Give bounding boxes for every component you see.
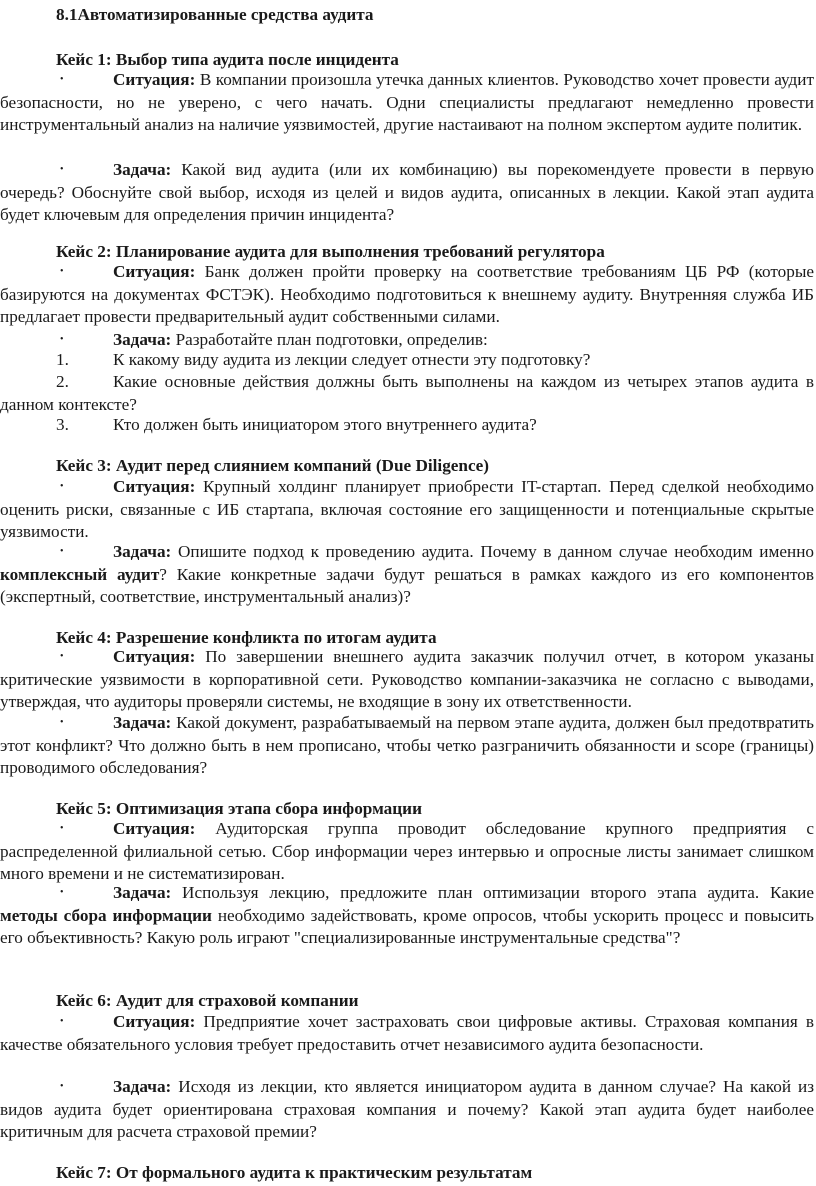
bullet-icon: • [60,651,64,662]
bullet-icon: • [60,887,64,898]
bullet-icon: • [60,546,64,557]
task-label: Задача: [113,713,172,732]
bullet-icon: • [60,1081,64,1092]
task-label: Задача: [113,330,172,349]
case-5-task [0,882,814,950]
case-3-situation-text: Крупный холдинг планирует приобрести IT-стартап. Перед сделкой необходимо оценить риски, связанные с ИБ стартапа, включая состояние его защищенности и потенциальные скрытые уязвимости. [0,477,814,542]
item-text: Какие основные действия должны быть выполнены на каждом из четырех этапов аудита в данном контексте? [0,372,814,414]
situation-label: Ситуация: [113,819,196,838]
task-label: Задача: [113,160,172,179]
case-1-heading: Кейс 1: Выбор типа аудита после инцидента [56,50,399,69]
case-3-situation [0,476,814,544]
page-title: 8.1Автоматизированные средства аудита [56,5,374,24]
case-3-task-text: Опишите подход к проведению аудита. Почему в данном случае необходим именно [178,542,814,561]
situation-label: Ситуация: [113,477,196,496]
case-2-heading: Кейс 2: Планирование аудита для выполнения требований регулятора [56,242,605,261]
case-1-task [0,159,814,227]
task-label: Задача: [113,542,172,561]
bullet-icon: • [60,266,64,277]
bullet-icon: • [60,481,64,492]
bullet-icon: • [60,74,64,85]
case-5-task-text-end: необходимо задействовать, кроме опросов, чтобы ускорить процесс и повысить его объективность? Какую роль играют "специализированные инструментальные средства"? [0,905,815,948]
case-4-situation-text: По завершении внешнего аудита заказчик получил отчет, в котором указаны критические уязвимости в корпоративной сети. Руководство компании-заказчика не согласно с выводами, утверждая, что аудиторы проверяли системы, не входящие в зону их ответственности. [0,647,815,712]
bullet-icon: • [60,717,64,728]
case-3-task-text-end: ? Какие конкретные задачи будут решаться в рамках каждого из его компонентов (экспертный, соответствие, инструментальный анализ)? [0,564,814,607]
case-4-situation [0,646,814,714]
case-2-situation [0,261,814,329]
case-3-heading: Кейс 3: Аудит перед слиянием компаний (Due Diligence) [56,456,489,475]
case-1-task-text: Какой вид аудита (или их комбинацию) вы порекомендуете провести в первую очередь? Обоснуйте свой выбор, исходя из целей и видов аудита, описанных в лекции. Какой этап аудита будет ключевым для определения причин инцидента? [0,160,814,225]
case-5-situation-text: Аудиторская группа проводит обследование крупного предприятия с распределенной филиальной сетью. Сбор информации через интервью и опросные листы занимает слишком много времени и не систематизирован. [0,819,815,884]
case-3-task [0,541,814,609]
bullet-icon: • [60,334,64,345]
item-text: Кто должен быть инициатором этого внутреннего аудита? [113,415,537,434]
case-2-item-3 [0,414,814,437]
item-text: К какому виду аудита из лекции следует отнести эту подготовку? [113,350,591,369]
case-5-heading: Кейс 5: Оптимизация этапа сбора информации [56,799,422,818]
case-3-task-emphasis: комплексный аудит [0,564,160,584]
item-number: 3. [56,415,69,434]
situation-label: Ситуация: [113,262,196,281]
case-4-task [0,712,814,780]
bullet-icon: • [60,1016,64,1027]
item-number: 1. [56,350,69,369]
case-1-situation-text: В компании произошла утечка данных клиентов. Руководство хочет провести аудит безопасности, но не уверено, с чего начать. Одни специалисты предлагают немедленно провести инструментальный анализ на наличие уязвимостей, другие настаивают на полном экспертом аудите политик. [0,70,814,135]
case-2-item-1 [0,349,814,372]
case-6-situation [0,1011,814,1056]
case-6-task [0,1076,814,1144]
case-5-task-text: Используя лекцию, предложите план оптимизации второго этапа аудита. Какие [182,883,815,902]
item-number: 2. [56,372,69,391]
case-7-heading: Кейс 7: От формального аудита к практическим результатам [56,1163,533,1182]
task-label: Задача: [113,1077,172,1096]
case-6-heading: Кейс 6: Аудит для страховой компании [56,991,359,1010]
task-label: Задача: [113,883,172,902]
bullet-icon: • [60,164,64,175]
case-5-task-emphasis: методы сбора информации [0,905,212,925]
situation-label: Ситуация: [113,70,196,89]
situation-label: Ситуация: [113,1012,196,1031]
case-5-situation [0,818,814,886]
bullet-icon: • [60,823,64,834]
case-4-task-text: Какой документ, разрабатываемый на первом этапе аудита, должен был предотвратить этот конфликт? Что должно быть в нем прописано, чтобы четко разграничить обязанности и scope (границы) проводимого обследования? [0,713,815,778]
case-6-task-text: Исходя из лекции, кто является инициатором аудита в данном случае? На какой из видов аудита будет ориентирована страховая компания и почему? Какой этап аудита будет наиболее критичным для расчета страховой премии? [0,1077,814,1142]
case-2-situation-text: Банк должен пройти проверку на соответствие требованиям ЦБ РФ (которые базируются на документах ФСТЭК). Необходимо подготовиться к внешнему аудиту. Внутренняя служба ИБ предлагает провести предварительный аудит собственными силами. [0,262,815,327]
case-1-situation [0,69,814,137]
case-2-item-2 [0,371,814,416]
case-4-heading: Кейс 4: Разрешение конфликта по итогам аудита [56,628,437,647]
situation-label: Ситуация: [113,647,196,666]
case-2-task-text: Разработайте план подготовки, определив: [175,330,488,349]
case-6-situation-text: Предприятие хочет застраховать свои цифровые активы. Страховая компания в качестве обязательного условия требует предоставить отчет независимого аудита безопасности. [0,1012,814,1054]
